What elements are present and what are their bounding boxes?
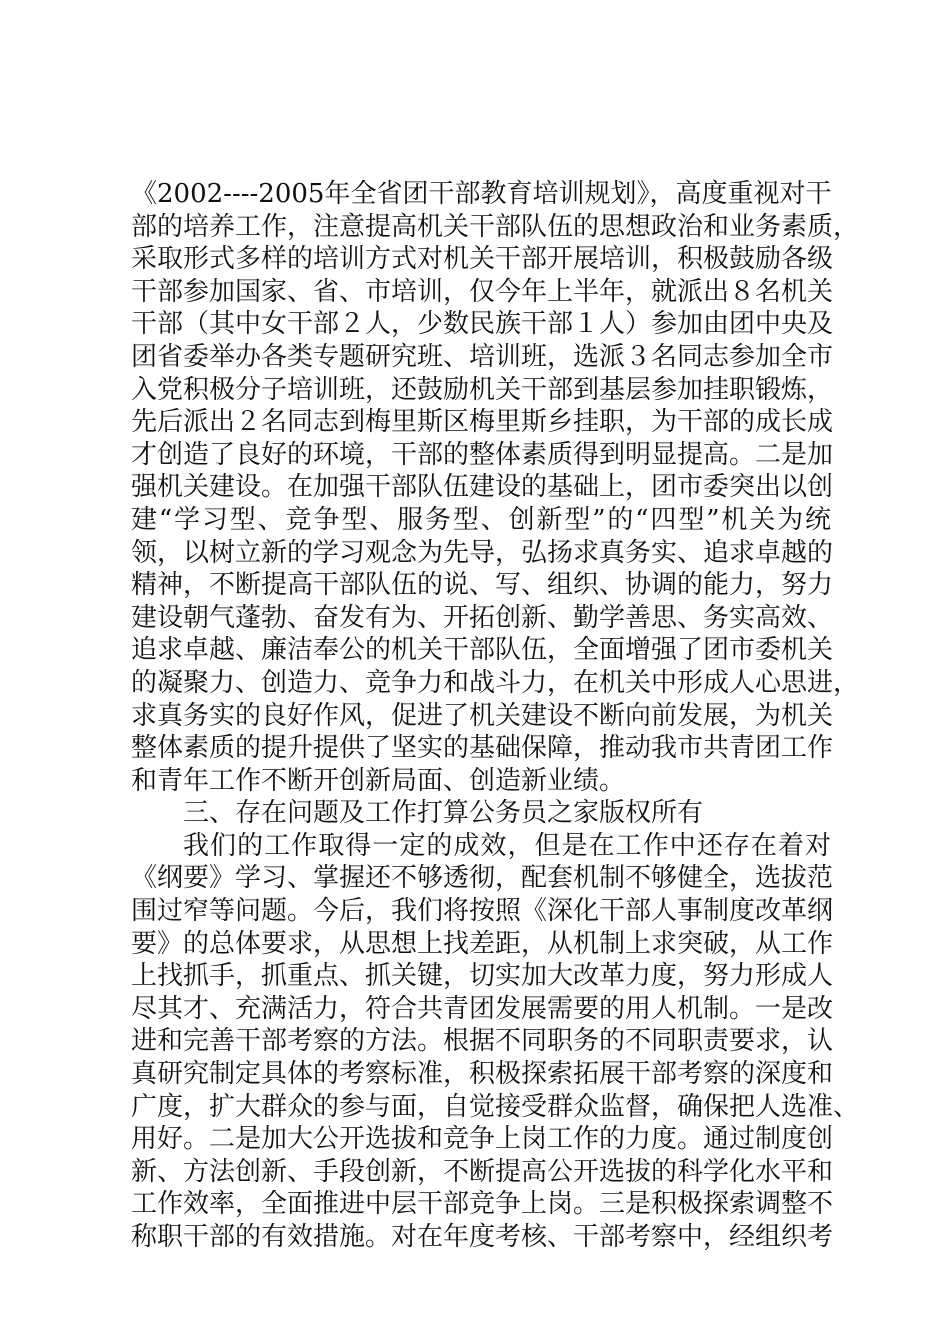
text-line: 入党积极分子培训班，还鼓励机关干部到基层参加挂职锻炼， <box>131 374 834 405</box>
text-line: 整体素质的提升提供了坚实的基础保障，推动我市共青团工作 <box>131 733 834 764</box>
text-line: 的凝聚力、创造力、竞争力和战斗力，在机关中形成人心思进， <box>131 667 860 698</box>
text-line: 真研究制定具体的考察标准，积极探索拓展干部考察的深度和 <box>131 1059 834 1090</box>
text-line: 称职干部的有效措施。对在年度考核、干部考察中，经组织考 <box>131 1222 834 1252</box>
section-heading: 三、存在问题及工作打算公务员之家版权所有 <box>183 798 704 829</box>
text-line: 才创造了良好的环境，干部的整体素质得到明显提高。二是加 <box>131 439 834 470</box>
text-line: 追求卓越、廉洁奉公的机关干部队伍，全面增强了团市委机关 <box>131 635 834 666</box>
text-line: 用好。二是加大公开选拔和竞争上岗工作的力度。通过制度创 <box>131 1124 834 1155</box>
document-body <box>131 178 860 1254</box>
text-line: 先后派出２名同志到梅里斯区梅里斯乡挂职，为干部的成长成 <box>131 407 834 438</box>
paragraph-1 <box>131 178 860 797</box>
paragraph-2 <box>131 830 860 1254</box>
text-line: 和青年工作不断开创新局面、创造新业绩。 <box>131 765 626 796</box>
text-line: 新、方法创新、手段创新，不断提高公开选拔的科学化水平和 <box>131 1156 834 1187</box>
text-line: 部的培养工作，注意提高机关干部队伍的思想政治和业务素质， <box>131 211 860 242</box>
text-line: 尽其才、充满活力，符合共青团发展需要的用人机制。一是改 <box>131 993 834 1024</box>
text-line: 上找抓手，抓重点、抓关键，切实加大改革力度，努力形成人 <box>131 961 834 992</box>
text-line: 建设朝气蓬勃、奋发有为、开拓创新、勤学善思、务实高效、 <box>131 602 834 633</box>
text-line: 进和完善干部考察的方法。根据不同职务的不同职责要求，认 <box>131 1026 834 1057</box>
text-line: 团省委举办各类专题研究班、培训班，选派３名同志参加全市 <box>131 341 834 372</box>
text-line: 干部参加国家、省、市培训，仅今年上半年，就派出８名机关 <box>131 276 834 307</box>
text-line: 要》的总体要求，从思想上找差距，从机制上求突破，从工作 <box>131 928 834 959</box>
text-line: 求真务实的良好作风，促进了机关建设不断向前发展，为机关 <box>131 700 834 731</box>
text-line: 建“学习型、竞争型、服务型、创新型”的“四型”机关为统 <box>131 504 831 535</box>
text-line: 《2002----2005年全省团干部教育培训规划》，高度重视对干 <box>131 179 832 209</box>
text-line: 工作效率，全面推进中层干部竞争上岗。三是积极探索调整不 <box>131 1189 834 1220</box>
text-line: 精神，不断提高干部队伍的说、写、组织、协调的能力，努力 <box>131 570 834 601</box>
text-line: 围过窄等问题。今后，我们将按照《深化干部人事制度改革纲 <box>131 896 834 927</box>
text-line: 广度，扩大群众的参与面，自觉接受群众监督，确保把人选准、 <box>131 1091 860 1122</box>
text-line: 采取形式多样的培训方式对机关干部开展培训，积极鼓励各级 <box>131 244 834 275</box>
text-line: 强机关建设。在加强干部队伍建设的基础上，团市委突出以创 <box>131 472 834 503</box>
text-line: 领，以树立新的学习观念为先导，弘扬求真务实、追求卓越的 <box>131 537 834 568</box>
text-line: 《纲要》学习、掌握还不够透彻，配套机制不够健全，选拔范 <box>131 863 834 894</box>
text-line: 我们的工作取得一定的成效，但是在工作中还存在着对 <box>183 830 831 861</box>
text-line: 干部（其中女干部２人，少数民族干部１人）参加由团中央及 <box>131 309 834 340</box>
